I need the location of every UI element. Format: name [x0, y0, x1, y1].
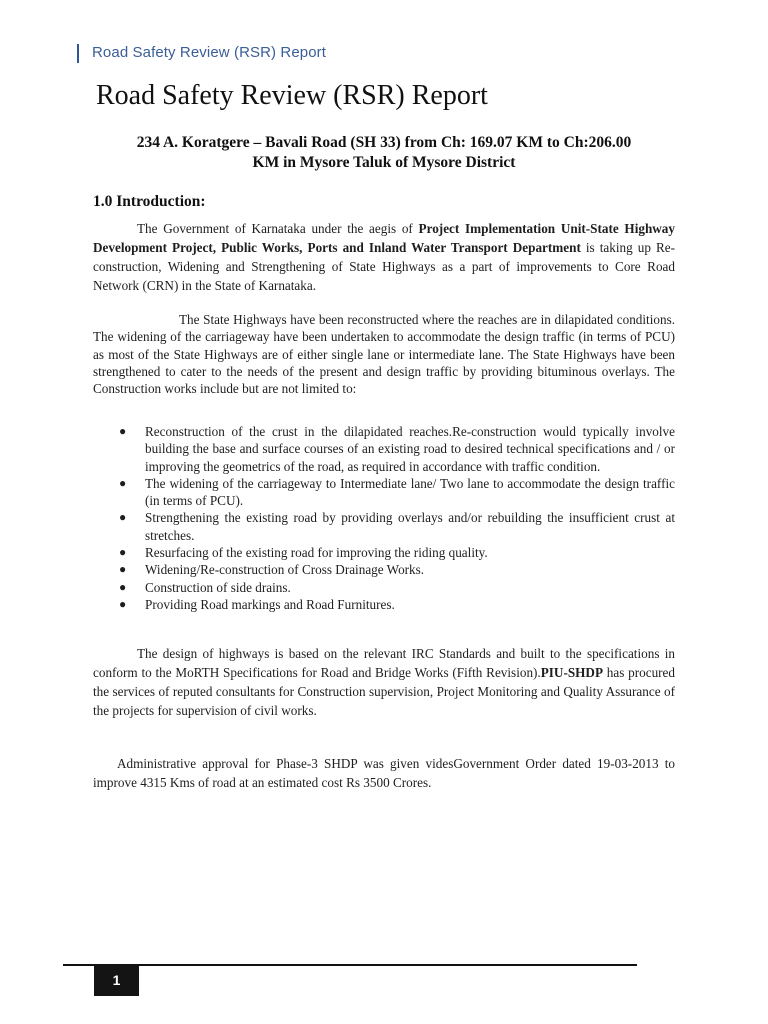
bullet-dot-icon: ● — [119, 510, 127, 525]
bullet-text: The widening of the carriageway to Intermediate lane/ Two lane to accommodate the design traffic (in terms of PCU). — [145, 475, 675, 509]
paragraph-2 — [93, 311, 675, 397]
subtitle-line-1: 234 A. Koratgere – Bavali Road (SH 33) from Ch: 169.07 KM to Ch:206.00 — [136, 134, 632, 151]
running-header-title: Road Safety Review (RSR) Report — [92, 44, 327, 61]
bullet-item — [93, 596, 675, 613]
paragraph-3-text-b: has procured the services of reputed consultants for Construction supervision, Project Monitoring and Quality Assurance of the projects for supervision of civil works. — [93, 665, 675, 718]
bullet-text: Strengthening the existing road by providing overlays and/or rebuilding the insufficient crust at stretches. — [145, 510, 675, 543]
footer-rule — [63, 964, 637, 966]
bullet-text: Widening/Re-construction of Cross Drainage Works. — [145, 562, 425, 578]
works-bullet-list — [93, 423, 675, 613]
bullet-text: Resurfacing of the existing road for improving the riding quality. — [145, 545, 488, 561]
bullet-item — [93, 544, 675, 561]
paragraph-3-bold-text: PIU-SHDP — [540, 665, 604, 680]
header-accent-bar — [77, 44, 79, 63]
document-title: Road Safety Review (RSR) Report — [96, 80, 488, 111]
paragraph-1-text-a: The Government of Karnataka under the aegis of — [137, 221, 419, 236]
bullet-item — [93, 423, 675, 475]
subtitle-line-2: KM in Mysore Taluk of Mysore District — [252, 154, 516, 171]
paragraph-1-bold-text: Project Implementation Unit-State Highway Development Project, Public Works, Ports and Inland Water Transport Department — [93, 221, 675, 255]
bullet-dot-icon: ● — [119, 562, 127, 577]
paragraph-4 — [93, 754, 675, 792]
bullet-text: Reconstruction of the crust in the dilapidated reaches.Re-construction would typically involve building the base and surface courses of an existing road to desired technical specifications and / or improving the geometrics of the road, as required in accordance with traffic condition. — [145, 424, 675, 474]
bullet-dot-icon: ● — [119, 596, 127, 611]
bullet-item — [93, 475, 675, 510]
bullet-dot-icon: ● — [119, 545, 127, 560]
document-subtitle — [92, 133, 676, 173]
bullet-item — [93, 561, 675, 578]
paragraph-4-text: Administrative approval for Phase-3 SHDP was given videsGovernment Order dated 19-03-2013 to improve 4315 Kms of road at an estimated cost Rs 3500 Crores. — [93, 756, 675, 790]
paragraph-1 — [93, 219, 675, 295]
bullet-item — [93, 509, 675, 544]
paragraph-2-text: The State Highways have been reconstructed where the reaches are in dilapidated conditions. The widening of the carriageway have been undertaken to accommodate the design traffic (in terms of PCU) as most of the State Highways are of either single lane or intermediate lane. The State Highways have been strengthened to cater to the needs of the present and design traffic by providing bituminous overlays. The Construction works include but are not limited to: — [93, 312, 675, 397]
bullet-dot-icon: ● — [119, 424, 127, 438]
bullet-text: Providing Road markings and Road Furnitures. — [145, 596, 395, 612]
bullet-text: Construction of side drains. — [145, 579, 291, 595]
bullet-dot-icon: ● — [119, 579, 127, 594]
paragraph-3-text-a: The design of highways is based on the relevant IRC Standards and built to the specifications in conform to the MoRTH Specifications for Road and Bridge Works (Fifth Revision). — [93, 646, 675, 680]
paragraph-1-text-b: is taking up Re-construction, Widening and Strengthening of State Highways as a part of improvements to Core Road Network (CRN) in the State of Karnataka. — [93, 240, 675, 293]
page-number-badge: 1 — [94, 965, 139, 996]
bullet-dot-icon: ● — [119, 475, 127, 490]
paragraph-3 — [93, 644, 675, 720]
bullet-item — [93, 579, 675, 596]
section-heading-introduction: 1.0 Introduction: — [93, 193, 206, 210]
